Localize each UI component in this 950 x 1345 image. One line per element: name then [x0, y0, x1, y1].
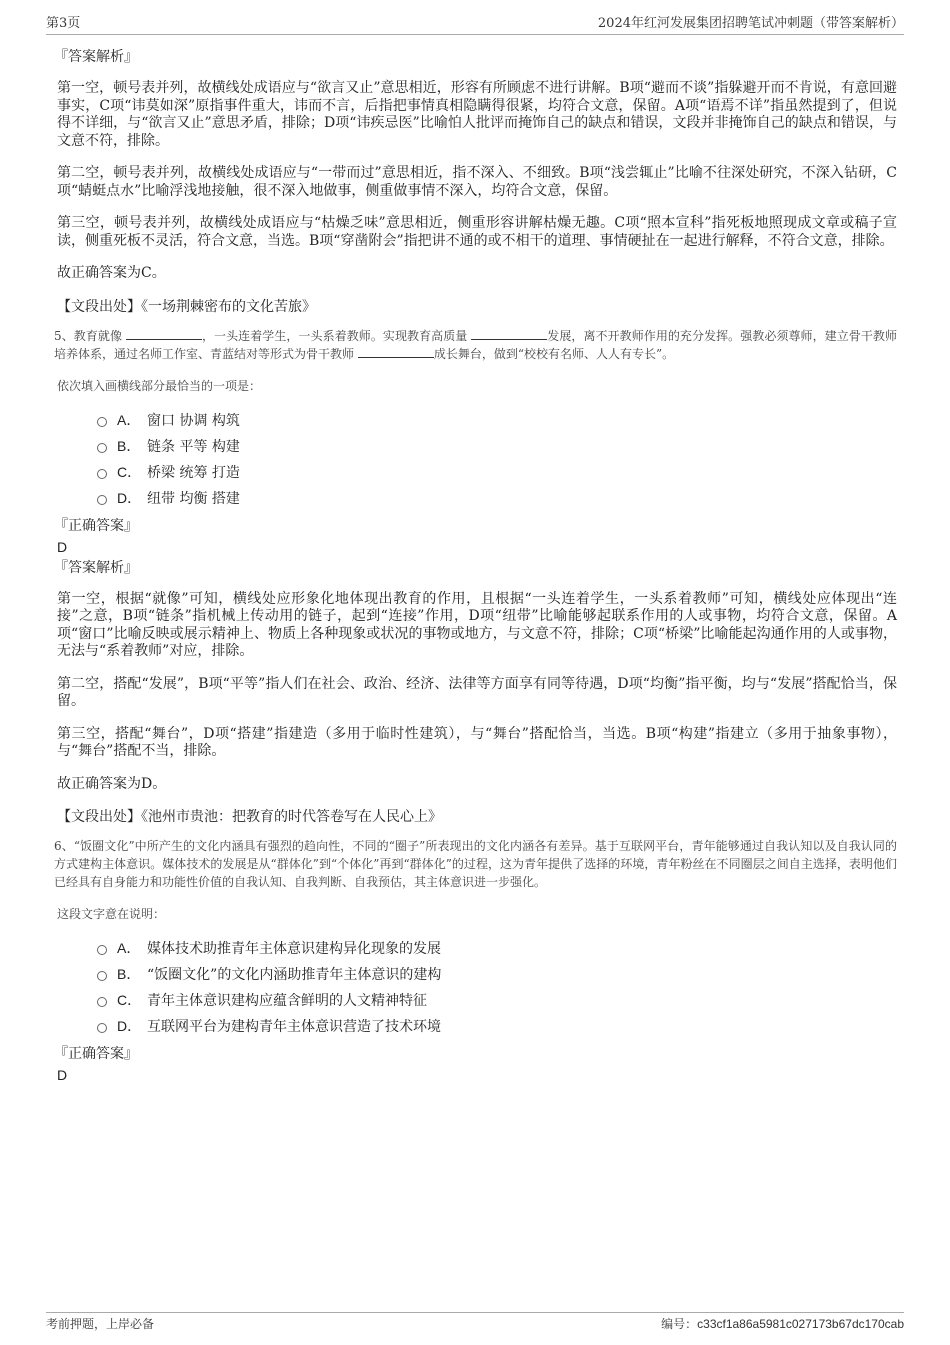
q5-prompt: 依次填入画横线部分最恰当的一项是： [57, 378, 262, 393]
q6-prompt: 这段文字意在说明： [57, 907, 166, 921]
radio-icon[interactable] [97, 971, 107, 981]
q4-analysis-p2: 第二空，顿号表并列，故横线处成语应与“一带而过”意思相近，指不深入、不细致。B项“浅尝辄止”比喻不往深处研究，不深入钻研，C项“蜻蜓点水”比喻浮浅地接触，很不深入地做事，侧重做事情不深入，均符合文意，保留。 [57, 165, 897, 199]
q5-option-a[interactable] [57, 407, 897, 433]
radio-icon[interactable] [97, 945, 107, 955]
q5-stem [54, 327, 897, 363]
option-text: 窗口 协调 构筑 [147, 412, 240, 429]
document-id: 编号：c33cf1a86a5981c027173b67dc170cab [661, 1317, 904, 1331]
q5-answer: D [57, 538, 68, 555]
q4-source-title: 《一场荆棘密布的文化苦旅》 [141, 298, 316, 315]
option-letter: D． [117, 1018, 142, 1034]
option-letter: B． [117, 437, 141, 454]
q5-option-c[interactable] [57, 459, 897, 485]
footer-slogan: 考前押题，上岸必备 [46, 1317, 155, 1331]
q6-option-a[interactable] [57, 935, 897, 961]
page-header [46, 12, 904, 35]
source-label: 【文段出处】 [57, 298, 141, 315]
q5-option-d[interactable] [57, 485, 897, 511]
q6-options [57, 935, 897, 1039]
radio-icon[interactable] [97, 443, 107, 453]
q6-stem [54, 837, 897, 891]
q4-conclusion: 故正确答案为C。 [57, 265, 166, 281]
option-text: 青年主体意识建构应蕴含鲜明的人文精神特征 [147, 993, 427, 1009]
radio-icon[interactable] [97, 495, 107, 505]
q5-option-b[interactable] [57, 433, 897, 459]
q5-blank-1 [126, 327, 202, 340]
option-letter: A． [117, 411, 141, 428]
radio-icon[interactable] [97, 1023, 107, 1033]
radio-icon[interactable] [97, 997, 107, 1007]
q4-analysis-p3: 第三空，顿号表并列，故横线处成语应与“枯燥乏味”意思相近，侧重形容讲解枯燥无趣。C项“照本宣科”指死板地照现成文章或稿子宣读，侧重死板不灵活，符合文意，当选。B项“穿凿附会”指把讲不通的或不相干的道理、事情硬扯在一起进行解释，不符合文意，排除。 [57, 215, 897, 249]
option-letter: D． [117, 489, 142, 506]
q6-answer: D [57, 1067, 68, 1083]
option-letter: B． [117, 966, 141, 982]
q4-analysis-p1: 第一空，顿号表并列，故横线处成语应与“欲言又止”意思相近，形容有所顾虑不进行讲解。B项“避而不谈”指躲避开而不肯说，有意回避事实，C项“讳莫如深”原指事件重大，讳而不言，后指把事情真相隐瞒得很紧，均符合文意，保留。A项“语焉不详”指虽然提到了，但说得不详细，与“欲言又止”意思矛盾，排除；D项“讳疾忌医”比喻怕人批评而掩饰自己的缺点和错误，文段并非掩饰自己的缺点和错误，与文意不符，排除。 [57, 80, 897, 149]
q6-option-d[interactable] [57, 1013, 897, 1039]
q5-options [57, 407, 897, 511]
q5-source-title: 《池州市贵池：把教育的时代答卷写在人民心上》 [141, 809, 442, 825]
q6-number: 6、 [54, 839, 74, 853]
radio-icon[interactable] [97, 417, 107, 427]
option-text: 互联网平台为建构青年主体意识营造了技术环境 [147, 1019, 441, 1035]
option-text: “饭圈文化”的文化内涵助推青年主体意识的建构 [147, 967, 442, 983]
q5-conclusion: 故正确答案为D。 [57, 775, 167, 792]
q5-analysis-p2: 第二空，搭配“发展”，B项“平等”指人们在社会、政治、经济、法律等方面享有同等待遇，D项“均衡”指平衡，均与“发展”搭配恰当，保留。 [57, 675, 897, 709]
document-title: 2024年红河发展集团招聘笔试冲刺题（带答案解析） [597, 16, 904, 31]
q5-source [57, 807, 897, 827]
option-letter: A． [117, 940, 141, 956]
correct-label: 『正确答案』 [54, 1046, 138, 1062]
q5-seg4: 成长舞台，做到“校校有名师、人人有专长”。 [433, 346, 675, 361]
q5-analysis-p3: 第三空，搭配“舞台”，D项“搭建”指建造（多用于临时性建筑），与“舞台”搭配恰当，当选。B项“构建”指建立（多用于抽象事物），与“舞台”搭配不当，排除。 [57, 725, 897, 759]
q5-number: 5、 [54, 328, 74, 343]
page-number: 第3页 [46, 16, 81, 31]
page-content [54, 46, 897, 1085]
correct-label: 『正确答案』 [54, 517, 138, 534]
option-text: 媒体技术助推青年主体意识建构异化现象的发展 [147, 941, 441, 957]
q5-analysis-p1: 第一空，根据“就像”可知，横线处应形象化地体现出教育的作用，且根据“一头连着学生，一头系着教师”可知，横线处应体现出“连接”之意，B项“链条”指机械上传动用的链子，起到“连接”作用，D项“纽带”比喻能够起联系作用的人或事物，均符合文意，保留。A项“窗口”比喻反映或展示精神上、物质上各种现象或状况的事物或地方，与文意不符，排除；C项“桥梁”比喻能起沟通作用的人或事物，无法与“系着教师”对应，排除。 [57, 590, 897, 659]
q5-blank-3 [358, 345, 434, 358]
option-letter: C． [117, 463, 142, 480]
q5-seg1: 教育就像 [73, 328, 123, 343]
option-letter: C． [117, 992, 142, 1008]
radio-icon[interactable] [97, 469, 107, 479]
q6-option-b[interactable] [57, 961, 897, 987]
page-footer [46, 1312, 904, 1332]
q5-seg2: ，一头连着学生，一头系着教师。实现教育高质量 [201, 328, 468, 343]
analysis-label: 『答案解析』 [54, 49, 138, 65]
q6-option-c[interactable] [57, 987, 897, 1013]
q4-source [57, 297, 897, 317]
source-label: 【文段出处】 [57, 809, 141, 825]
option-text: 纽带 均衡 搭建 [147, 490, 240, 507]
option-text: 桥梁 统筹 打造 [147, 464, 240, 481]
option-text: 链条 平等 构建 [147, 438, 240, 455]
q5-seg3: 发展，离不开教师作用的充分发挥。强教必须尊师，建立骨干教师培养体系，通过名师工作室、青蓝结对等形式为骨干教师 [54, 328, 897, 361]
q5-blank-2 [471, 327, 547, 340]
analysis-label: 『答案解析』 [54, 559, 138, 576]
q6-text: “饭圈文化”中所产生的文化内涵具有强烈的趋向性，不同的“圈子”所表现出的文化内涵各有差异。基于互联网平台，青年能够通过自我认知以及自我认同的方式建构主体意识。媒体技术的发展是从“群体化”到“个体化”再到“群体化”的过程，这为青年提供了选择的环境，青年粉丝在不同圈层之间自主选择，表明他们已经具有自身能力和功能性价值的自我认知、自我判断、自我预估，其主体意识进一步强化。 [54, 839, 897, 889]
